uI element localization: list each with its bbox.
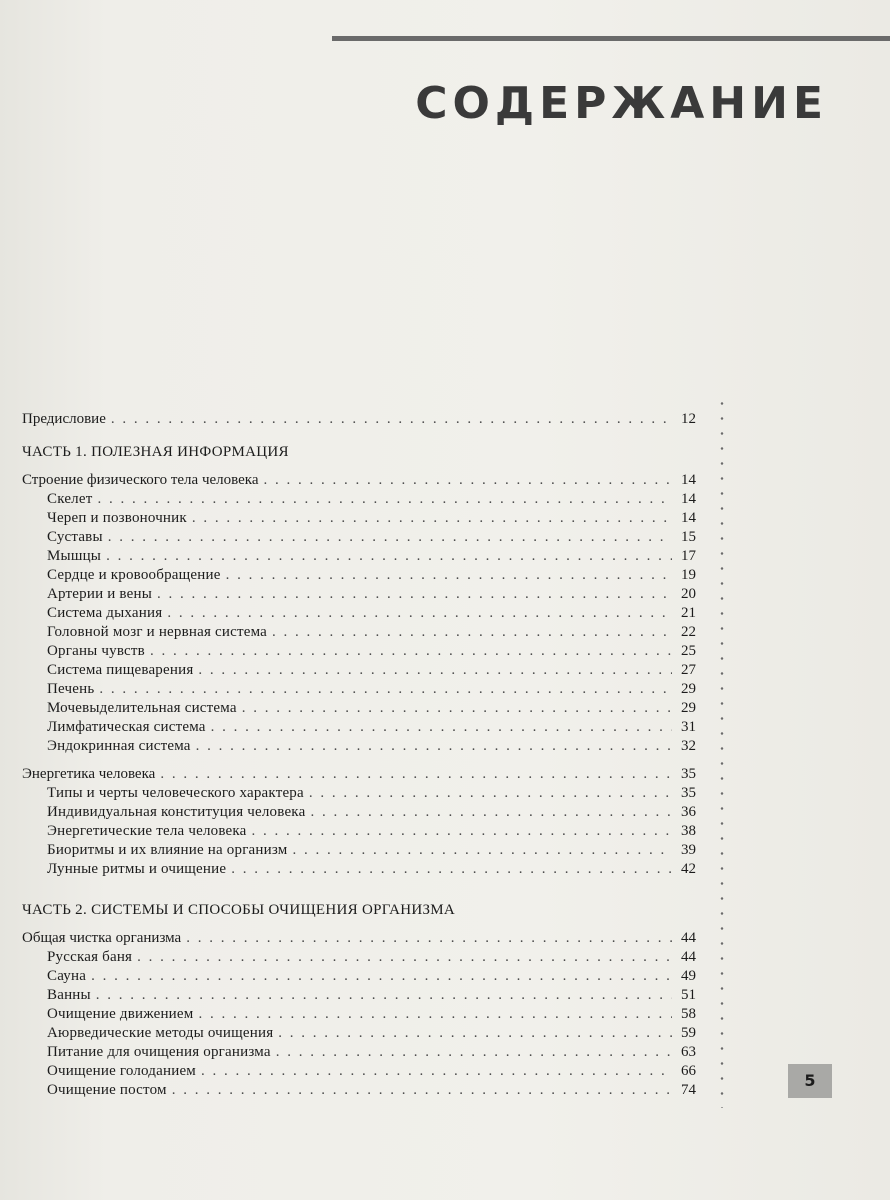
dot-leader — [111, 410, 672, 429]
toc-section-entry[interactable] — [22, 471, 696, 490]
toc-subsection-entry[interactable] — [22, 566, 696, 585]
dot-leader — [276, 1043, 672, 1062]
toc-entry-page: 14 — [681, 491, 696, 507]
toc-entry-page: 17 — [681, 548, 696, 564]
toc-entry-label: Энергетические тела человека — [47, 823, 247, 839]
toc-entry-page: 38 — [681, 823, 696, 839]
dot-leader — [91, 967, 672, 986]
toc-subsection-entry[interactable] — [22, 948, 696, 967]
toc-subsection-entry[interactable] — [22, 509, 696, 528]
toc-entry-label: Индивидуальная конституция человека — [47, 804, 306, 820]
toc-subsection-entry[interactable] — [22, 986, 696, 1005]
part-1-title: ЧАСТЬ 1. ПОЛЕЗНАЯ ИНФОРМАЦИЯ — [22, 444, 289, 460]
toc-entry-label: Строение физического тела человека — [22, 472, 259, 488]
toc-entry-label: Мышцы — [47, 548, 102, 564]
header-rule — [332, 36, 890, 41]
toc-subsection-entry[interactable] — [22, 623, 696, 642]
toc-entry-label: Сауна — [47, 968, 87, 984]
dot-leader — [160, 765, 672, 784]
toc-entry-label: Аюрведические методы очищения — [47, 1025, 274, 1041]
toc-entry-page: 12 — [681, 411, 696, 427]
toc-entry-page: 20 — [681, 586, 696, 602]
toc-entry-page: 74 — [681, 1082, 696, 1098]
toc-subsection-entry[interactable] — [22, 490, 696, 509]
toc-entry-page: 31 — [681, 719, 696, 735]
toc-entry-page: 14 — [681, 472, 696, 488]
toc-subsection-entry[interactable] — [22, 784, 696, 803]
toc-section-entry[interactable] — [22, 929, 696, 948]
toc-entry-label: Система пищеварения — [47, 662, 194, 678]
dot-leader — [198, 661, 672, 680]
dot-leader — [292, 841, 672, 860]
toc-entry-label: Очищение постом — [47, 1082, 167, 1098]
toc-entry-page: 36 — [681, 804, 696, 820]
dot-leader — [99, 680, 672, 699]
dot-leader — [157, 585, 672, 604]
toc-entry-page: 15 — [681, 529, 696, 545]
dot-leader — [278, 1024, 672, 1043]
toc-entry-page: 22 — [681, 624, 696, 640]
dot-leader — [150, 642, 672, 661]
toc-entry-label: Предисловие — [22, 411, 106, 427]
toc-subsection-entry[interactable] — [22, 1024, 696, 1043]
dot-leader — [106, 547, 672, 566]
table-of-contents — [22, 410, 696, 1100]
toc-entry-page: 35 — [681, 785, 696, 801]
toc-entry-page: 66 — [681, 1063, 696, 1079]
toc-subsection-entry[interactable] — [22, 803, 696, 822]
toc-subsection-entry[interactable] — [22, 642, 696, 661]
toc-entry-label: Печень — [47, 681, 95, 697]
toc-entry-page: 25 — [681, 643, 696, 659]
dot-leader — [198, 1005, 672, 1024]
toc-subsection-entry[interactable] — [22, 661, 696, 680]
toc-entry-label: Типы и черты человеческого характера — [47, 785, 304, 801]
toc-entry-page: 51 — [681, 987, 696, 1003]
toc-entry-page: 14 — [681, 510, 696, 526]
toc-entry-label: Лимфатическая система — [47, 719, 206, 735]
toc-subsection-entry[interactable] — [22, 822, 696, 841]
toc-subsection-entry[interactable] — [22, 528, 696, 547]
toc-subsection-entry[interactable] — [22, 680, 696, 699]
page-number: 5 — [788, 1064, 832, 1098]
toc-entry-label: Скелет — [47, 491, 93, 507]
toc-subsection-entry[interactable] — [22, 967, 696, 986]
toc-subsection-entry[interactable] — [22, 737, 696, 756]
toc-entry-page: 29 — [681, 700, 696, 716]
toc-subsection-entry[interactable] — [22, 1005, 696, 1024]
dot-leader — [108, 528, 672, 547]
toc-entry-label: Органы чувств — [47, 643, 145, 659]
toc-subsection-entry[interactable] — [22, 585, 696, 604]
toc-subsection-entry[interactable] — [22, 860, 696, 879]
dot-leader — [192, 509, 672, 528]
toc-entry-label: Питание для очищения организма — [47, 1044, 271, 1060]
page-title: СОДЕРЖАНИЕ — [415, 78, 828, 129]
dot-leader — [97, 490, 672, 509]
dot-leader — [242, 699, 672, 718]
dot-leader — [264, 471, 673, 490]
toc-entry-label: Сердце и кровообращение — [47, 567, 221, 583]
toc-entry-page: 58 — [681, 1006, 696, 1022]
toc-entry-label: Суставы — [47, 529, 103, 545]
part-2-sections — [22, 929, 696, 1100]
dot-leader — [172, 1081, 672, 1100]
dot-leader — [137, 948, 672, 967]
toc-entry-page: 59 — [681, 1025, 696, 1041]
toc-entry-page: 39 — [681, 842, 696, 858]
dot-leader — [272, 623, 672, 642]
toc-entry-label: Эндокринная система — [47, 738, 191, 754]
toc-entry-label: Русская баня — [47, 949, 133, 965]
toc-entry-page: 49 — [681, 968, 696, 984]
part-1-sections — [22, 471, 696, 879]
toc-entry-page: 29 — [681, 681, 696, 697]
dot-leader — [96, 986, 672, 1005]
toc-subsection-entry[interactable] — [22, 718, 696, 737]
dot-leader — [211, 718, 672, 737]
toc-entry-page: 27 — [681, 662, 696, 678]
toc-entry-page: 19 — [681, 567, 696, 583]
dot-leader — [252, 822, 672, 841]
toc-subsection-entry[interactable] — [22, 1043, 696, 1062]
dot-leader — [167, 604, 672, 623]
toc-entry-label: Лунные ритмы и очищение — [47, 861, 227, 877]
toc-entry-page: 44 — [681, 930, 696, 946]
toc-subsection-entry[interactable] — [22, 1062, 696, 1081]
dot-leader — [201, 1062, 672, 1081]
toc-entry-page: 42 — [681, 861, 696, 877]
toc-subsection-entry[interactable] — [22, 699, 696, 718]
toc-entry-page: 44 — [681, 949, 696, 965]
toc-entry-label: Очищение движением — [47, 1006, 194, 1022]
toc-entry-label: Система дыхания — [47, 605, 163, 621]
toc-entry-page: 32 — [681, 738, 696, 754]
dot-leader — [309, 784, 672, 803]
toc-entry-label: Очищение голоданием — [47, 1063, 197, 1079]
toc-entry-label: Артерии и вены — [47, 586, 152, 602]
toc-entry-page: 21 — [681, 605, 696, 621]
toc-entry-label: Головной мозг и нервная система — [47, 624, 268, 640]
dot-leader — [186, 929, 672, 948]
dot-leader — [226, 566, 672, 585]
toc-entry-page: 35 — [681, 766, 696, 782]
dot-leader — [196, 737, 672, 756]
toc-subsection-entry[interactable] — [22, 547, 696, 566]
decorative-dot-column — [720, 396, 724, 1108]
toc-entry-label: Биоритмы и их влияние на организм — [47, 842, 288, 858]
toc-entry-label: Ванны — [47, 987, 91, 1003]
toc-subsection-entry[interactable] — [22, 1081, 696, 1100]
toc-entry-label: Энергетика человека — [22, 766, 156, 782]
toc-subsection-entry[interactable] — [22, 604, 696, 623]
toc-section-entry[interactable] — [22, 765, 696, 784]
dot-leader — [310, 803, 672, 822]
toc-subsection-entry[interactable] — [22, 841, 696, 860]
toc-entry-label: Мочевыделительная система — [47, 700, 237, 716]
dot-leader — [231, 860, 672, 879]
toc-entry-preface[interactable] — [22, 410, 696, 429]
toc-entry-label: Общая чистка организма — [22, 930, 182, 946]
toc-entry-page: 63 — [681, 1044, 696, 1060]
part-2-title: ЧАСТЬ 2. СИСТЕМЫ И СПОСОБЫ ОЧИЩЕНИЯ ОРГАНИЗМА — [22, 902, 456, 918]
toc-entry-label: Череп и позвоночник — [47, 510, 187, 526]
